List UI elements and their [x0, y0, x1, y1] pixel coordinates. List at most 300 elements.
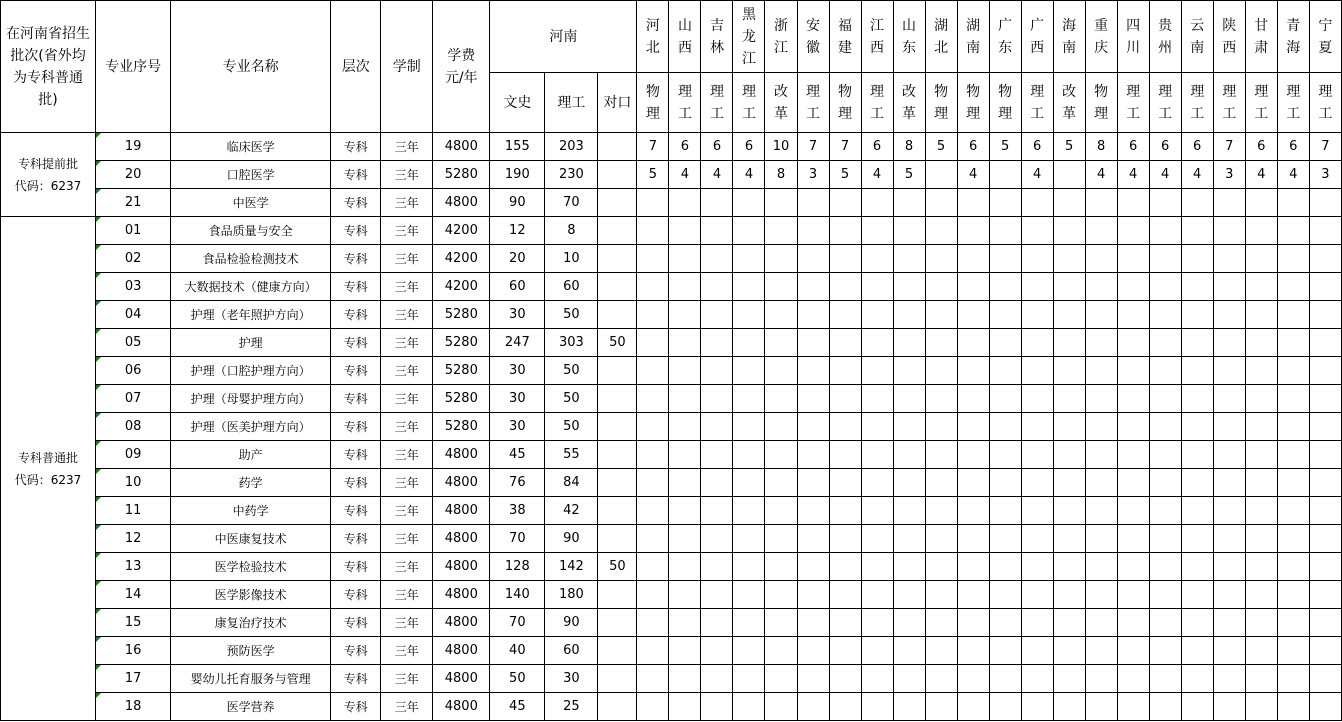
- header-province-type: 理工: [1309, 73, 1341, 133]
- province-quota: 6: [1181, 133, 1213, 161]
- province-quota: [1245, 189, 1277, 217]
- header-province: 江西: [861, 1, 893, 73]
- province-quota: 6: [733, 133, 765, 161]
- province-quota: [1053, 609, 1085, 637]
- province-quota: [701, 637, 733, 665]
- header-province: 浙江: [765, 1, 797, 73]
- province-quota: [1053, 161, 1085, 189]
- province-quota: [1213, 245, 1245, 273]
- province-quota: [701, 273, 733, 301]
- henan-duikou: [598, 301, 637, 329]
- major-level: 专科: [331, 609, 381, 637]
- henan-duikou: 50: [598, 329, 637, 357]
- header-province: 湖南: [957, 1, 989, 73]
- henan-duikou: [598, 637, 637, 665]
- province-quota: [733, 357, 765, 385]
- major-level: 专科: [331, 217, 381, 245]
- province-quota: [701, 693, 733, 721]
- province-quota: [1309, 553, 1341, 581]
- province-quota: [1309, 189, 1341, 217]
- province-quota: [1213, 525, 1245, 553]
- province-quota: [637, 273, 669, 301]
- province-quota: [989, 441, 1021, 469]
- province-quota: [1117, 273, 1149, 301]
- major-duration: 三年: [381, 301, 433, 329]
- major-duration: 三年: [381, 637, 433, 665]
- henan-wenshi: 30: [490, 301, 545, 329]
- table-row: [1, 385, 1342, 413]
- province-quota: [1149, 497, 1181, 525]
- province-quota: [637, 525, 669, 553]
- province-quota: [797, 301, 829, 329]
- province-quota: [765, 553, 797, 581]
- province-quota: [1309, 525, 1341, 553]
- major-fee: 5280: [433, 301, 490, 329]
- province-quota: [957, 357, 989, 385]
- province-quota: [1117, 357, 1149, 385]
- province-quota: [733, 497, 765, 525]
- province-quota: [669, 693, 701, 721]
- province-quota: [669, 413, 701, 441]
- henan-wenshi: 38: [490, 497, 545, 525]
- province-quota: [637, 329, 669, 357]
- major-name: 医学检验技术: [171, 553, 331, 581]
- province-quota: [1277, 245, 1309, 273]
- province-quota: [765, 413, 797, 441]
- province-quota: [1085, 581, 1117, 609]
- province-quota: [1085, 553, 1117, 581]
- table-row: [1, 469, 1342, 497]
- province-quota: [861, 693, 893, 721]
- province-quota: [701, 609, 733, 637]
- province-quota: [1149, 329, 1181, 357]
- province-quota: [1021, 413, 1053, 441]
- province-quota: [1053, 665, 1085, 693]
- province-quota: [1245, 469, 1277, 497]
- province-quota: [1181, 413, 1213, 441]
- province-quota: [1309, 497, 1341, 525]
- major-fee: 5280: [433, 329, 490, 357]
- henan-wenshi: 76: [490, 469, 545, 497]
- henan-ligong: 90: [545, 609, 598, 637]
- header-province-type: 理工: [1181, 73, 1213, 133]
- province-quota: [701, 665, 733, 693]
- major-duration: 三年: [381, 693, 433, 721]
- province-quota: [829, 665, 861, 693]
- province-quota: [797, 245, 829, 273]
- henan-wenshi: 128: [490, 553, 545, 581]
- province-quota: [829, 329, 861, 357]
- province-quota: [1181, 693, 1213, 721]
- province-quota: [893, 581, 925, 609]
- province-quota: [1309, 469, 1341, 497]
- province-quota: [1181, 385, 1213, 413]
- province-quota: [1181, 525, 1213, 553]
- henan-duikou: [598, 413, 637, 441]
- province-quota: [925, 161, 957, 189]
- major-name: 护理（口腔护理方向）: [171, 357, 331, 385]
- province-quota: [765, 525, 797, 553]
- province-quota: [1277, 189, 1309, 217]
- province-quota: [797, 581, 829, 609]
- province-quota: [989, 329, 1021, 357]
- province-quota: [925, 553, 957, 581]
- province-quota: 6: [861, 133, 893, 161]
- province-quota: [1117, 245, 1149, 273]
- province-quota: [1021, 553, 1053, 581]
- major-level: 专科: [331, 329, 381, 357]
- province-quota: [733, 581, 765, 609]
- henan-wenshi: 40: [490, 637, 545, 665]
- province-quota: [637, 441, 669, 469]
- henan-duikou: [598, 245, 637, 273]
- province-quota: [1149, 245, 1181, 273]
- major-fee: 4200: [433, 245, 490, 273]
- henan-duikou: [598, 609, 637, 637]
- province-quota: [1149, 385, 1181, 413]
- major-duration: 三年: [381, 441, 433, 469]
- province-quota: [893, 497, 925, 525]
- header-province: 黑龙江: [733, 1, 765, 73]
- province-quota: [1053, 357, 1085, 385]
- henan-ligong: 50: [545, 385, 598, 413]
- major-seq: 06: [96, 357, 171, 385]
- table-row: [1, 161, 1342, 189]
- province-quota: [1117, 553, 1149, 581]
- province-quota: 5: [637, 161, 669, 189]
- province-quota: [861, 413, 893, 441]
- header-province-type: 改革: [765, 73, 797, 133]
- batch-group-label: 专科普通批 代码：6237: [1, 217, 96, 721]
- henan-ligong: 50: [545, 413, 598, 441]
- table-row: [1, 217, 1342, 245]
- province-quota: [893, 469, 925, 497]
- major-fee: 4800: [433, 665, 490, 693]
- major-duration: 三年: [381, 553, 433, 581]
- header-province-type: 理工: [1117, 73, 1149, 133]
- province-quota: [1309, 329, 1341, 357]
- province-quota: [989, 189, 1021, 217]
- province-quota: [925, 189, 957, 217]
- header-province-type: 理工: [1213, 73, 1245, 133]
- province-quota: [1245, 357, 1277, 385]
- province-quota: [669, 469, 701, 497]
- province-quota: [1053, 693, 1085, 721]
- province-quota: [1053, 217, 1085, 245]
- province-quota: [637, 609, 669, 637]
- province-quota: [1021, 693, 1053, 721]
- header-province-type: 理工: [1277, 73, 1309, 133]
- province-quota: [1309, 245, 1341, 273]
- province-quota: [701, 301, 733, 329]
- province-quota: [925, 385, 957, 413]
- province-quota: [1021, 469, 1053, 497]
- header-henan-ligong: 理工: [545, 73, 598, 133]
- province-quota: [733, 609, 765, 637]
- major-seq: 07: [96, 385, 171, 413]
- province-quota: 6: [1149, 133, 1181, 161]
- province-quota: 4: [733, 161, 765, 189]
- province-quota: [1277, 357, 1309, 385]
- header-province-type: 物理: [1085, 73, 1117, 133]
- major-fee: 4800: [433, 469, 490, 497]
- province-quota: [1117, 581, 1149, 609]
- province-quota: 4: [1085, 161, 1117, 189]
- province-quota: [1149, 413, 1181, 441]
- province-quota: [1053, 553, 1085, 581]
- province-quota: [1085, 693, 1117, 721]
- major-fee: 5280: [433, 161, 490, 189]
- province-quota: [733, 637, 765, 665]
- province-quota: 3: [797, 161, 829, 189]
- henan-ligong: 50: [545, 301, 598, 329]
- major-name: 中医康复技术: [171, 525, 331, 553]
- header-province: 山西: [669, 1, 701, 73]
- province-quota: [1021, 609, 1053, 637]
- henan-ligong: 30: [545, 665, 598, 693]
- province-quota: [1277, 609, 1309, 637]
- province-quota: [797, 189, 829, 217]
- province-quota: [957, 217, 989, 245]
- table-row: [1, 413, 1342, 441]
- province-quota: [669, 637, 701, 665]
- major-level: 专科: [331, 357, 381, 385]
- table-row: [1, 189, 1342, 217]
- province-quota: [1181, 217, 1213, 245]
- province-quota: [1021, 385, 1053, 413]
- province-quota: [861, 665, 893, 693]
- province-quota: [765, 385, 797, 413]
- henan-duikou: [598, 441, 637, 469]
- province-quota: [861, 441, 893, 469]
- header-province: 云南: [1181, 1, 1213, 73]
- province-quota: [1085, 637, 1117, 665]
- henan-ligong: 10: [545, 245, 598, 273]
- province-quota: [1213, 609, 1245, 637]
- province-quota: [1149, 693, 1181, 721]
- header-henan-wenshi: 文史: [490, 73, 545, 133]
- header-henan-duikou: 对口: [598, 73, 637, 133]
- province-quota: [1117, 665, 1149, 693]
- province-quota: [957, 413, 989, 441]
- province-quota: [1309, 413, 1341, 441]
- henan-ligong: 25: [545, 693, 598, 721]
- henan-duikou: [598, 357, 637, 385]
- province-quota: [797, 273, 829, 301]
- province-quota: [925, 273, 957, 301]
- henan-wenshi: 50: [490, 665, 545, 693]
- table-row: [1, 441, 1342, 469]
- henan-ligong: 8: [545, 217, 598, 245]
- province-quota: [1277, 665, 1309, 693]
- header-province: 海南: [1053, 1, 1085, 73]
- province-quota: [861, 217, 893, 245]
- province-quota: [1021, 441, 1053, 469]
- province-quota: [1309, 441, 1341, 469]
- province-quota: [669, 189, 701, 217]
- province-quota: [1085, 469, 1117, 497]
- province-quota: [989, 497, 1021, 525]
- province-quota: [1245, 273, 1277, 301]
- henan-ligong: 60: [545, 637, 598, 665]
- table-row: [1, 609, 1342, 637]
- province-quota: [701, 413, 733, 441]
- province-quota: [829, 357, 861, 385]
- major-name: 预防医学: [171, 637, 331, 665]
- header-province-type: 理工: [1149, 73, 1181, 133]
- province-quota: [765, 581, 797, 609]
- province-quota: [1181, 665, 1213, 693]
- province-quota: [925, 357, 957, 385]
- major-name: 医学营养: [171, 693, 331, 721]
- major-level: 专科: [331, 133, 381, 161]
- province-quota: 7: [797, 133, 829, 161]
- major-level: 专科: [331, 497, 381, 525]
- major-level: 专科: [331, 189, 381, 217]
- province-quota: [1309, 273, 1341, 301]
- province-quota: 7: [637, 133, 669, 161]
- province-quota: [1053, 273, 1085, 301]
- henan-ligong: 203: [545, 133, 598, 161]
- province-quota: [637, 413, 669, 441]
- province-quota: [1149, 637, 1181, 665]
- province-quota: [701, 497, 733, 525]
- province-quota: [925, 497, 957, 525]
- major-duration: 三年: [381, 133, 433, 161]
- province-quota: [1213, 357, 1245, 385]
- province-quota: [989, 217, 1021, 245]
- province-quota: 7: [1213, 133, 1245, 161]
- major-seq: 12: [96, 525, 171, 553]
- province-quota: [669, 581, 701, 609]
- province-quota: [1309, 217, 1341, 245]
- major-name: 助产: [171, 441, 331, 469]
- henan-wenshi: 12: [490, 217, 545, 245]
- header-province-type: 物理: [829, 73, 861, 133]
- header-province-type: 物理: [925, 73, 957, 133]
- major-duration: 三年: [381, 189, 433, 217]
- henan-wenshi: 155: [490, 133, 545, 161]
- major-seq: 02: [96, 245, 171, 273]
- header-province-type: 理工: [861, 73, 893, 133]
- table-row: [1, 525, 1342, 553]
- province-quota: [1085, 217, 1117, 245]
- province-quota: [829, 637, 861, 665]
- province-quota: [1149, 525, 1181, 553]
- province-quota: [1085, 357, 1117, 385]
- major-name: 大数据技术（健康方向）: [171, 273, 331, 301]
- province-quota: [1117, 413, 1149, 441]
- major-level: 专科: [331, 637, 381, 665]
- henan-duikou: [598, 385, 637, 413]
- province-quota: [1213, 189, 1245, 217]
- province-quota: [669, 301, 701, 329]
- major-seq: 09: [96, 441, 171, 469]
- province-quota: [1245, 217, 1277, 245]
- henan-ligong: 303: [545, 329, 598, 357]
- major-duration: 三年: [381, 665, 433, 693]
- province-quota: [1117, 329, 1149, 357]
- province-quota: [1213, 553, 1245, 581]
- province-quota: [733, 245, 765, 273]
- province-quota: [989, 385, 1021, 413]
- province-quota: [1277, 301, 1309, 329]
- province-quota: [1085, 497, 1117, 525]
- henan-wenshi: 247: [490, 329, 545, 357]
- province-quota: [1117, 441, 1149, 469]
- province-quota: [637, 245, 669, 273]
- province-quota: [1277, 553, 1309, 581]
- table-row: [1, 693, 1342, 721]
- province-quota: [1309, 385, 1341, 413]
- province-quota: [637, 217, 669, 245]
- province-quota: 4: [957, 161, 989, 189]
- province-quota: [733, 413, 765, 441]
- province-quota: [797, 217, 829, 245]
- province-quota: 3: [1213, 161, 1245, 189]
- province-quota: [925, 245, 957, 273]
- province-quota: [1309, 693, 1341, 721]
- province-quota: [1053, 497, 1085, 525]
- province-quota: [829, 189, 861, 217]
- major-fee: 4800: [433, 189, 490, 217]
- table-row: [1, 245, 1342, 273]
- province-quota: [1149, 441, 1181, 469]
- province-quota: [701, 245, 733, 273]
- province-quota: [925, 301, 957, 329]
- province-quota: [861, 553, 893, 581]
- province-quota: [1117, 497, 1149, 525]
- major-level: 专科: [331, 553, 381, 581]
- henan-wenshi: 70: [490, 525, 545, 553]
- province-quota: [957, 637, 989, 665]
- province-quota: [1117, 609, 1149, 637]
- province-quota: [765, 245, 797, 273]
- province-quota: 5: [989, 133, 1021, 161]
- province-quota: [893, 217, 925, 245]
- province-quota: [1021, 525, 1053, 553]
- province-quota: 4: [1021, 161, 1053, 189]
- province-quota: [829, 441, 861, 469]
- province-quota: [1149, 553, 1181, 581]
- major-seq: 20: [96, 161, 171, 189]
- province-quota: [1053, 301, 1085, 329]
- province-quota: [669, 665, 701, 693]
- major-seq: 11: [96, 497, 171, 525]
- header-province: 福建: [829, 1, 861, 73]
- table-row: [1, 637, 1342, 665]
- henan-wenshi: 45: [490, 441, 545, 469]
- province-quota: [1149, 581, 1181, 609]
- henan-ligong: 84: [545, 469, 598, 497]
- province-quota: [765, 497, 797, 525]
- province-quota: [861, 497, 893, 525]
- province-quota: [829, 301, 861, 329]
- major-seq: 18: [96, 693, 171, 721]
- major-duration: 三年: [381, 413, 433, 441]
- major-duration: 三年: [381, 469, 433, 497]
- province-quota: [1309, 637, 1341, 665]
- major-level: 专科: [331, 693, 381, 721]
- province-quota: 8: [1085, 133, 1117, 161]
- province-quota: [1181, 441, 1213, 469]
- province-quota: [1277, 441, 1309, 469]
- province-quota: [1277, 525, 1309, 553]
- header-province: 安徽: [797, 1, 829, 73]
- province-quota: [989, 357, 1021, 385]
- province-quota: [669, 553, 701, 581]
- province-quota: [733, 301, 765, 329]
